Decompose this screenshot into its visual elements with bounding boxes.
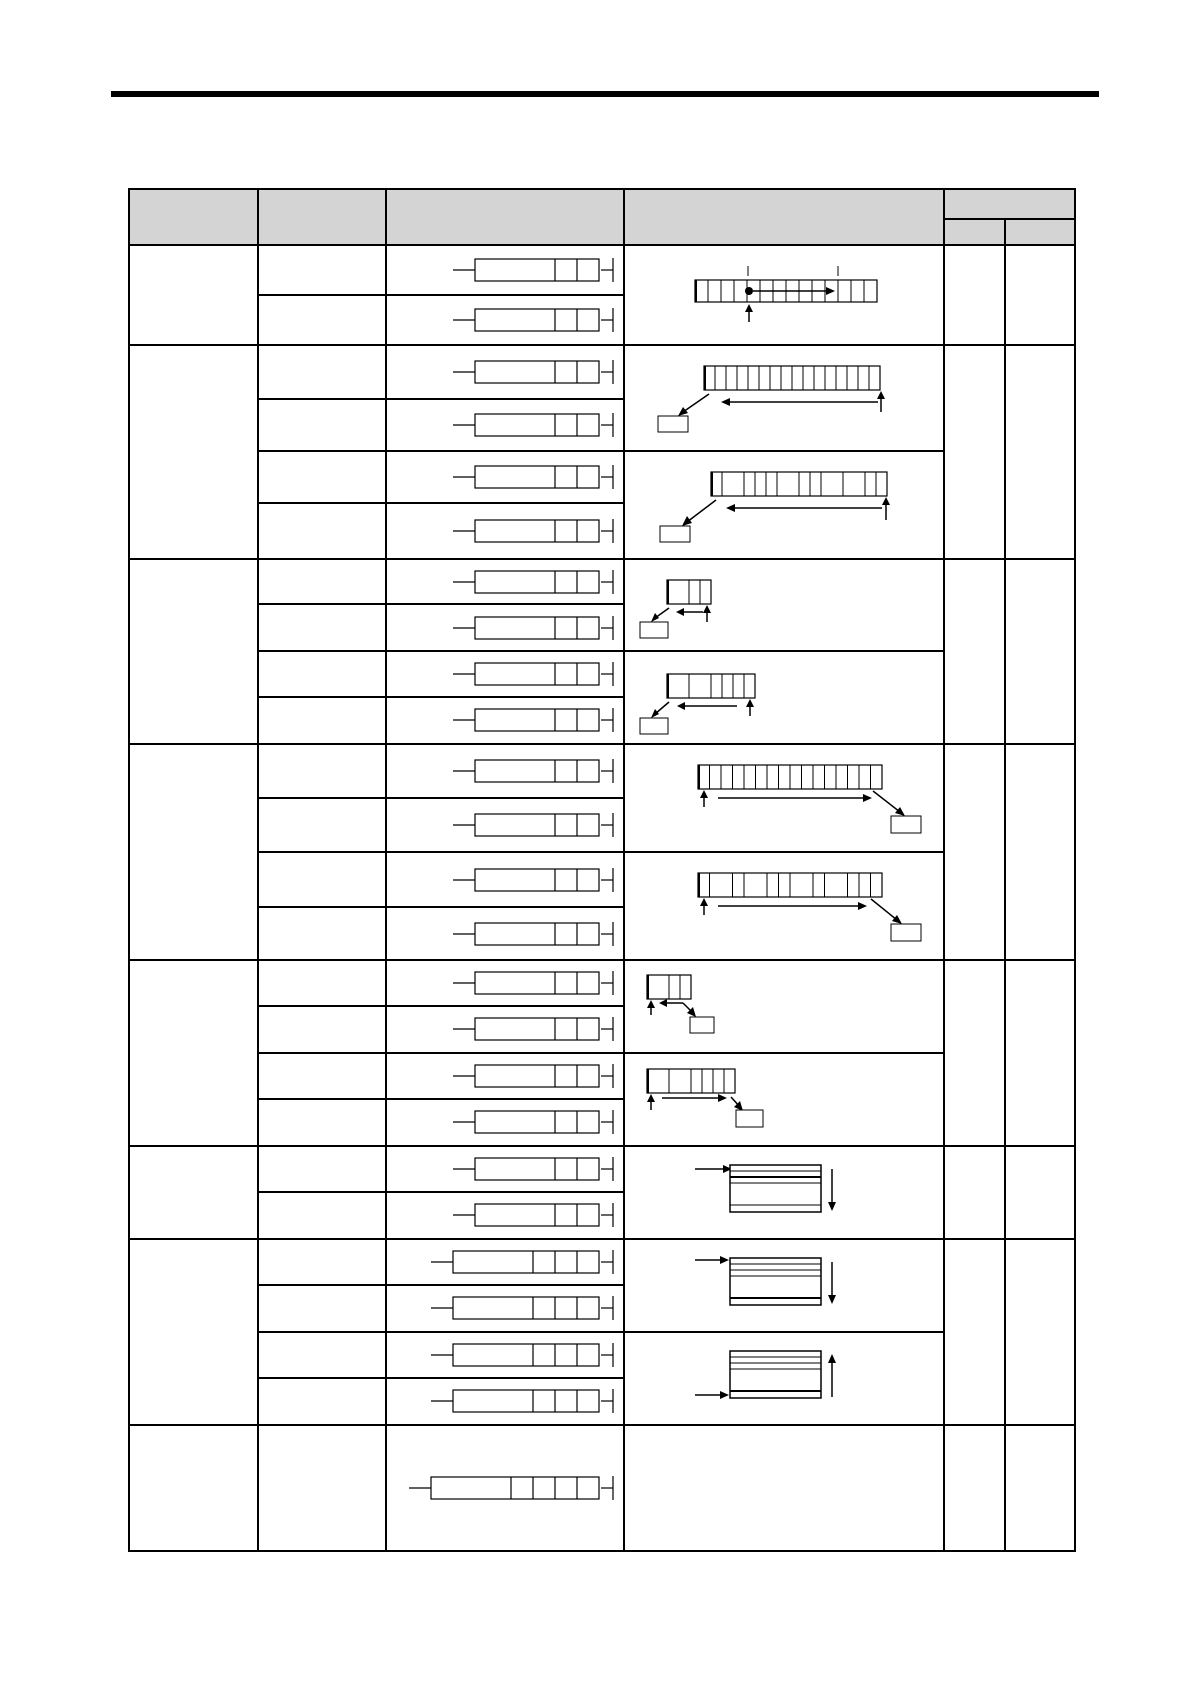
ladder-symbol-cell [386, 651, 624, 697]
ladder-instruction-box-icon [388, 567, 622, 597]
mnemonic-cell [258, 295, 386, 345]
ladder-instruction-box-icon [388, 919, 622, 949]
steps-b-cell [1005, 245, 1075, 345]
ladder-symbol-cell [386, 1146, 624, 1192]
description-cell [624, 960, 944, 1053]
ladder-instruction-box-icon [388, 1014, 622, 1044]
steps-a-cell [944, 345, 1005, 559]
ladder-instruction-box-icon [388, 357, 622, 387]
mnemonic-cell [258, 1378, 386, 1425]
ladder-symbol-cell [386, 852, 624, 907]
mnemonic-cell [258, 1099, 386, 1146]
word-shift-down-diagram-icon [625, 1147, 945, 1238]
ladder-instruction-box-icon [388, 1107, 622, 1137]
ladder-symbol-cell [386, 1425, 624, 1551]
ladder-instruction-box-icon [388, 659, 622, 689]
col-subheader-a [944, 219, 1005, 245]
ladder-symbol-cell [386, 697, 624, 744]
group-label [129, 1425, 258, 1551]
ladder-symbol-cell [386, 907, 624, 960]
bit-shift-right-diagram-icon [625, 246, 945, 344]
ladder-symbol-cell [386, 1332, 624, 1378]
mnemonic-cell [258, 1006, 386, 1053]
steps-a-cell [944, 1239, 1005, 1425]
mnemonic-cell [258, 907, 386, 960]
ladder-instruction-box-icon [388, 705, 622, 735]
mnemonic-cell [258, 399, 386, 451]
block-shift-up-diagram-icon [625, 1333, 945, 1424]
ladder-instruction-box-icon [388, 1340, 622, 1370]
group-label [129, 559, 258, 744]
mnemonic-cell [258, 604, 386, 651]
ladder-instruction-box-icon [388, 968, 622, 998]
ladder-symbol-cell [386, 399, 624, 451]
steps-b-cell [1005, 1146, 1075, 1239]
steps-a-cell [944, 1146, 1005, 1239]
ladder-instruction-box-icon [388, 516, 622, 546]
ladder-instruction-box-icon [388, 756, 622, 786]
description-cell [624, 1053, 944, 1146]
steps-b-cell [1005, 744, 1075, 960]
ladder-symbol-cell [386, 1378, 624, 1425]
col-subheader-b [1005, 219, 1075, 245]
ladder-symbol-cell [386, 604, 624, 651]
ladder-instruction-box-icon [388, 1247, 622, 1277]
ladder-instruction-box-icon [388, 1200, 622, 1230]
ladder-instruction-box-icon [388, 865, 622, 895]
ladder-instruction-box-icon [388, 1386, 622, 1416]
ladder-instruction-box-icon [388, 462, 622, 492]
ladder-instruction-box-icon [388, 255, 622, 285]
mnemonic-cell [258, 697, 386, 744]
mnemonic-cell [258, 1192, 386, 1239]
mnemonic-cell [258, 744, 386, 798]
mnemonic-cell [258, 960, 386, 1006]
col-header-group [129, 189, 258, 245]
steps-b-cell [1005, 960, 1075, 1146]
description-cell [624, 1146, 944, 1239]
instruction-table [128, 188, 1076, 1552]
description-cell [624, 1332, 944, 1425]
col-header-symbol [386, 189, 624, 245]
ladder-symbol-cell [386, 451, 624, 503]
col-header-steps [944, 189, 1075, 219]
mnemonic-cell [258, 1146, 386, 1192]
ladder-symbol-cell [386, 960, 624, 1006]
ladder-instruction-box-icon [388, 1473, 622, 1503]
mnemonic-cell [258, 798, 386, 852]
group-label [129, 345, 258, 559]
description-cell [624, 245, 944, 345]
mnemonic-cell [258, 559, 386, 604]
steps-b-cell [1005, 345, 1075, 559]
ladder-instruction-box-icon [388, 305, 622, 335]
ladder-symbol-cell [386, 1192, 624, 1239]
ladder-symbol-cell [386, 1285, 624, 1332]
block-shift-down-diagram-icon [625, 1240, 945, 1331]
description-cell [624, 559, 944, 651]
ladder-symbol-cell [386, 1006, 624, 1053]
ladder-symbol-cell [386, 798, 624, 852]
ladder-symbol-cell [386, 503, 624, 559]
ladder-symbol-cell [386, 245, 624, 295]
group-label [129, 1239, 258, 1425]
col-header-description [624, 189, 944, 245]
ladder-instruction-box-icon [388, 1061, 622, 1091]
col-header-mnemonic [258, 189, 386, 245]
ladder-symbol-cell [386, 345, 624, 399]
header-rule [111, 91, 1099, 97]
word-rotate-left-diagram-icon [625, 346, 945, 450]
mnemonic-cell [258, 345, 386, 399]
group-label [129, 245, 258, 345]
word-rotate-right-diagram-icon [625, 745, 945, 851]
ladder-symbol-cell [386, 744, 624, 798]
steps-a-cell [944, 1425, 1005, 1551]
description-cell [624, 852, 944, 960]
nibble-rotate-right-diagram-icon [625, 961, 945, 1052]
nibble-rotate-left-with-carry-diagram-icon [625, 652, 945, 743]
steps-a-cell [944, 559, 1005, 744]
steps-b-cell [1005, 1239, 1075, 1425]
description-cell [624, 451, 944, 559]
mnemonic-cell [258, 451, 386, 503]
mnemonic-cell [258, 1285, 386, 1332]
nibble-rotate-right-with-carry-diagram-icon [625, 1054, 945, 1145]
ladder-instruction-box-icon [388, 810, 622, 840]
group-label [129, 1146, 258, 1239]
group-label [129, 960, 258, 1146]
mnemonic-cell [258, 1239, 386, 1285]
mnemonic-cell [258, 1332, 386, 1378]
word-rotate-left-with-carry-diagram-icon [625, 452, 945, 558]
steps-a-cell [944, 960, 1005, 1146]
description-cell [624, 345, 944, 451]
mnemonic-cell [258, 503, 386, 559]
mnemonic-cell [258, 651, 386, 697]
ladder-symbol-cell [386, 295, 624, 345]
mnemonic-cell [258, 1053, 386, 1099]
ladder-instruction-box-icon [388, 1154, 622, 1184]
description-cell [624, 651, 944, 744]
ladder-symbol-cell [386, 1099, 624, 1146]
word-rotate-right-with-carry-diagram-icon [625, 853, 945, 959]
description-cell [624, 1239, 944, 1332]
steps-b-cell [1005, 1425, 1075, 1551]
group-label [129, 744, 258, 960]
ladder-instruction-box-icon [388, 613, 622, 643]
mnemonic-cell [258, 1425, 386, 1551]
mnemonic-cell [258, 852, 386, 907]
steps-b-cell [1005, 559, 1075, 744]
steps-a-cell [944, 245, 1005, 345]
ladder-symbol-cell [386, 1053, 624, 1099]
nibble-rotate-left-diagram-icon [625, 560, 945, 650]
description-cell [624, 1425, 944, 1551]
description-cell [624, 744, 944, 852]
ladder-symbol-cell [386, 559, 624, 604]
ladder-instruction-box-icon [388, 410, 622, 440]
ladder-symbol-cell [386, 1239, 624, 1285]
mnemonic-cell [258, 245, 386, 295]
steps-a-cell [944, 744, 1005, 960]
ladder-instruction-box-icon [388, 1293, 622, 1323]
